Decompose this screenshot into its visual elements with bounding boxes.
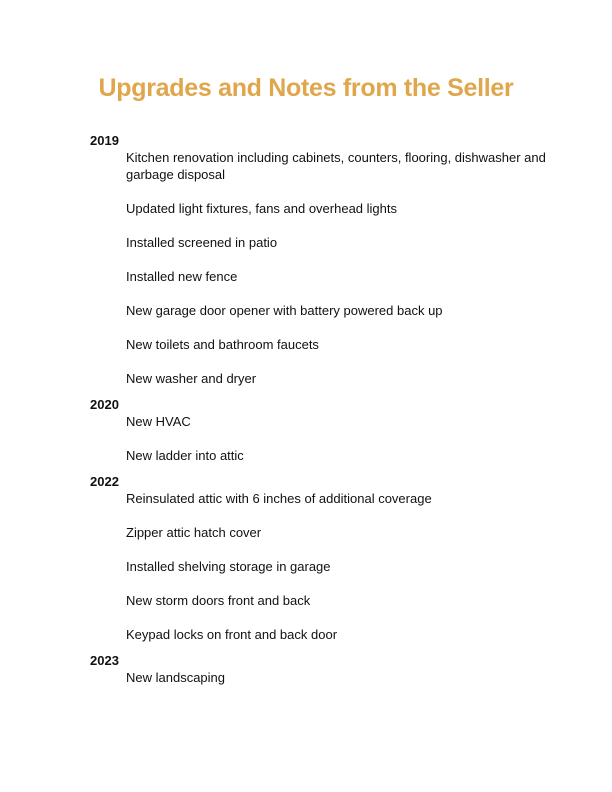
year-section-2020 xyxy=(90,397,560,464)
list-item: Reinsulated attic with 6 inches of additional coverage xyxy=(126,491,432,506)
list-item: Installed new fence xyxy=(126,269,238,284)
list-item: Installed shelving storage in garage xyxy=(126,559,331,574)
year-section-2019 xyxy=(90,133,560,387)
list-item: Kitchen renovation including cabinets, counters, flooring, dishwasher and garbage disposal xyxy=(126,150,546,182)
list-item: Keypad locks on front and back door xyxy=(126,627,338,642)
list-item: Installed screened in patio xyxy=(126,235,278,250)
year-section-2023 xyxy=(90,653,560,686)
item-list xyxy=(90,490,560,643)
list-item: New landscaping xyxy=(126,670,226,685)
upgrades-list xyxy=(90,133,560,696)
list-item: New ladder into attic xyxy=(126,448,244,463)
list-item: Zipper attic hatch cover xyxy=(126,525,262,540)
list-item: New storm doors front and back xyxy=(126,593,311,608)
year-heading: 2020 xyxy=(90,397,119,412)
list-item: New toilets and bathroom faucets xyxy=(126,337,319,352)
year-heading: 2019 xyxy=(90,133,119,148)
page-title: Upgrades and Notes from the Seller xyxy=(98,74,514,102)
list-item: New washer and dryer xyxy=(126,371,257,386)
list-item: New HVAC xyxy=(126,414,191,429)
item-list xyxy=(90,669,560,686)
year-heading: 2023 xyxy=(90,653,119,668)
list-item: Updated light fixtures, fans and overhead lights xyxy=(126,201,398,216)
year-section-2022 xyxy=(90,474,560,643)
item-list xyxy=(90,149,560,387)
list-item: New garage door opener with battery powered back up xyxy=(126,303,443,318)
year-heading: 2022 xyxy=(90,474,119,489)
item-list xyxy=(90,413,560,464)
